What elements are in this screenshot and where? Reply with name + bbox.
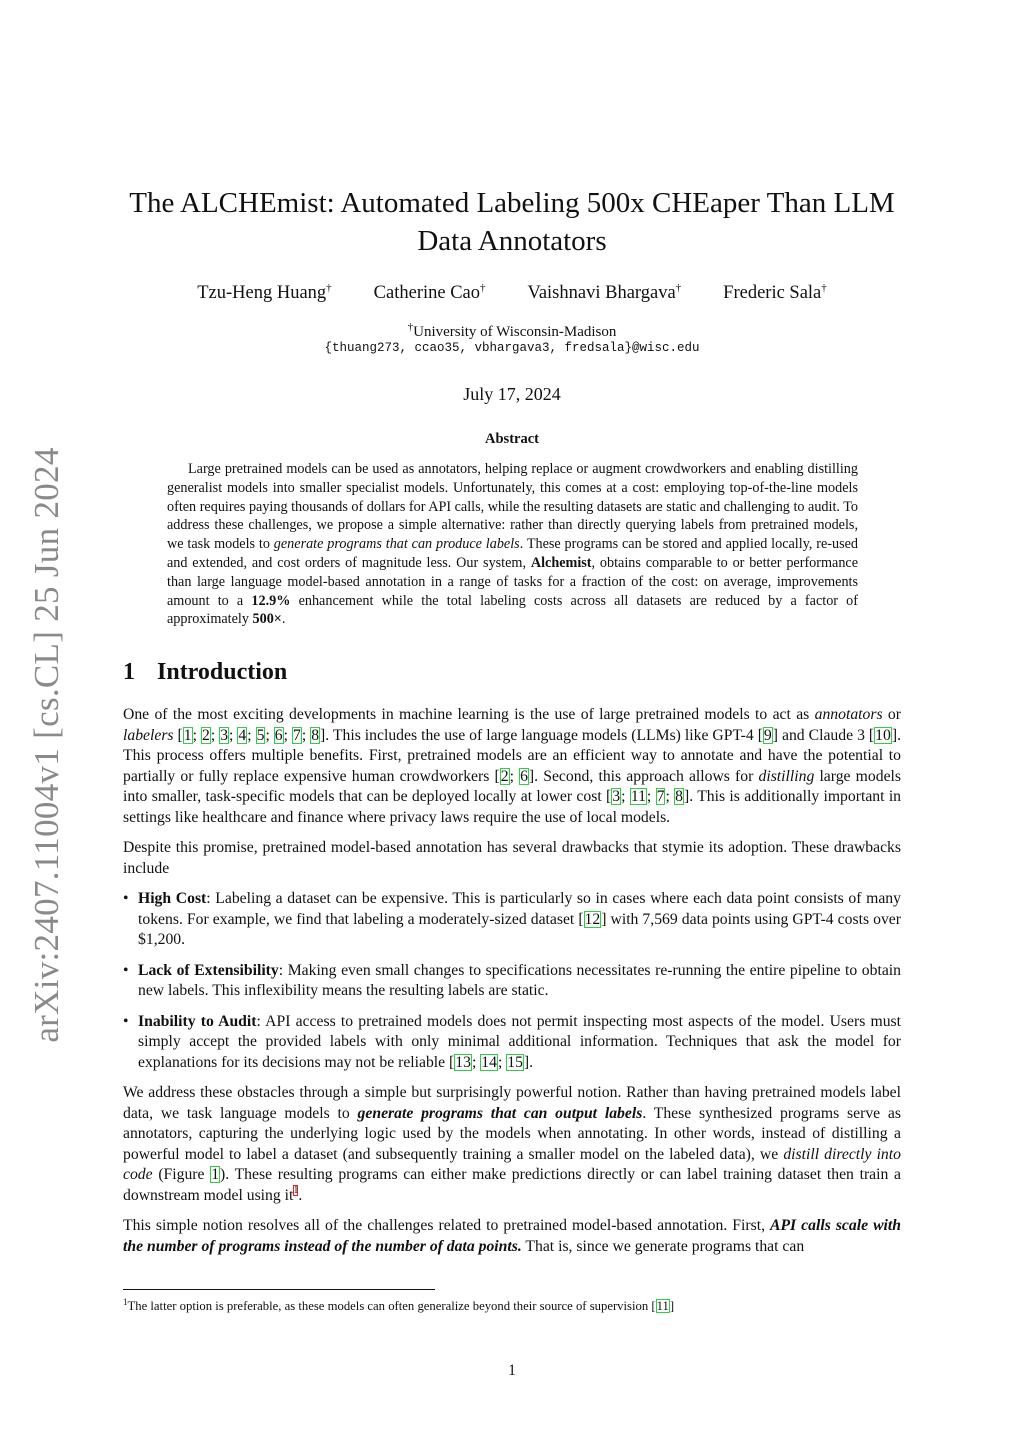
section-heading [123, 659, 287, 686]
footnote-link[interactable]: 1 [293, 1185, 299, 1197]
citation-link[interactable]: 2 [201, 726, 210, 744]
section-number: 1 [123, 659, 135, 685]
citation-link[interactable]: 7 [656, 788, 665, 805]
paper-title [112, 184, 912, 260]
list-item: • High Cost: Labeling a dataset can be expensive. This is particularly so in cases where each data point consists of many tokens. For example, we find that labeling a moderately-sized dataset [12] with 7,569 data points using GPT-4 costs over $1,200. [123, 889, 901, 951]
author: Tzu-Heng Huang† [197, 282, 332, 304]
body-text [123, 705, 901, 1267]
author-list [112, 282, 912, 304]
footnote: $^1$The latter option is preferable, as these models can often generalize beyond their source of supervision [11] [123, 1297, 675, 1314]
author: Frederic Sala† [723, 282, 827, 304]
citation-link[interactable]: 6 [274, 726, 283, 744]
citation-link[interactable]: 2 [500, 767, 509, 785]
citation-link[interactable]: 5 [256, 726, 265, 744]
abstract-text: Large pretrained models can be used as annotators, helping replace or augment crowdworkers and enabling distilling generalist models into smaller specialist models. Unfortunately, this comes at a cost: employing top-of-the-line models often requires paying thousands of dollars for API calls, while the resulting datasets are static and challenging to audit. To address these challenges, we propose a simple alternative: rather than directly querying labels from pretrained models, we task models to generate programs that can produce labels. These programs can be stored and applied locally, re-used and extended, and cost orders of magnitude less. Our system, Alchemist, obtains comparable to or better performance than large language model-based annotation in a range of tasks for a fraction of the cost: on average, improvements amount to a 12.9% enhancement while the total labeling costs across all datasets are reduced by a factor of approximately 500×. [167, 461, 859, 628]
citation-link[interactable]: 7 [293, 726, 301, 744]
citation-link[interactable]: 11 [630, 788, 646, 805]
citation-link[interactable]: 4 [238, 726, 247, 744]
paragraph: One of the most exciting developments in machine learning is the use of large pretrained models to act as annotators or labelers [1; 2; 3; 4; 5; 6; 7; 8]. This includes the use of large language models (LLMs) like GPT-4 [9] and Claude 3 [10]. This process offers multiple benefits. First, pretrained models are an efficient way to annotate and have the potential to partially or fully replace expensive human crowdworkers [2; 6]. Second, this approach allows for distilling large models into smaller, task-specific models that can be deployed locally at lower cost [3; 11; 7; 8]. This is additionally important in settings like healthcare and finance where privacy laws require the use of local models. [123, 706, 902, 826]
page-number: 1 [508, 1362, 516, 1379]
figure-link[interactable]: 1 [211, 1166, 220, 1183]
author: Catherine Cao† [373, 282, 486, 304]
arxiv-identifier: arXiv:2407.11004v1 [cs.CL] 25 Jun 2024 [27, 447, 66, 1043]
citation-link[interactable]: 15 [507, 1053, 523, 1071]
citation-link[interactable]: 8 [675, 788, 684, 805]
citation-link[interactable]: 8 [311, 726, 320, 744]
footnote-rule [123, 1289, 435, 1290]
list-item: • Lack of Extensibility: Making even small changes to specifications necessitates re-running the entire pipeline to obtain new labels. This inflexibility means the resulting labels are static. [123, 961, 901, 1002]
citation-link[interactable]: 6 [520, 767, 528, 785]
citation-link[interactable]: 13 [455, 1053, 471, 1071]
citation-link[interactable]: 10 [875, 726, 891, 744]
paragraph: We address these obstacles through a simple but surprisingly powerful notion. Rather than having pretrained models label data, we task language models to generate programs that can output labels. These synthesized programs serve as annotators, capturing the underlying logic used by the models when annotating. In other words, instead of distilling a powerful model to label a dataset (and subsequently training a smaller model on the labeled data), we distill directly into code (Figure 1). These resulting programs can either make predictions directly or can label training dataset then train a downstream model using it$^1$. [123, 1084, 901, 1204]
title-line-2: Data Annotators [417, 225, 607, 257]
citation-link[interactable]: 11 [656, 1299, 669, 1314]
affiliation: †University of Wisconsin-Madison [407, 321, 617, 340]
citation-link[interactable]: 3 [612, 788, 621, 805]
citation-link[interactable]: 3 [220, 726, 229, 744]
paragraph: This simple notion resolves all of the challenges related to pretrained model-based annotation. First, API calls scale with the number of programs instead of the number of data points. That is, since we generate programs that can [123, 1217, 901, 1255]
abstract-heading: Abstract [485, 431, 539, 447]
citation-link[interactable]: 14 [481, 1053, 497, 1071]
author-emails: {thuang273, ccao35, vbhargava3, fredsala}@wisc.edu [324, 341, 700, 355]
citation-link[interactable]: 9 [763, 726, 772, 744]
list-item: • Inability to Audit: API access to pretrained models does not permit inspecting most aspects of the model. Users must simply accept the provided labels with only minimal additional information. Techniques that ask the model for explanations for its decisions may not be reliable [13; 14; 15]. [123, 1012, 901, 1074]
title-line-1: The ALCHEmist: Automated Labeling 500x CHEaper Than LLM [129, 187, 895, 219]
citation-link[interactable]: 12 [584, 910, 601, 928]
section-title: Introduction [157, 659, 288, 685]
paper-date: July 17, 2024 [463, 384, 561, 404]
author: Vaishnavi Bhargava† [527, 282, 682, 304]
drawbacks-list [123, 889, 901, 1073]
paragraph: Despite this promise, pretrained model-based annotation has several drawbacks that stymie its adoption. These drawbacks include [123, 839, 901, 877]
citation-link[interactable]: 1 [183, 726, 192, 744]
